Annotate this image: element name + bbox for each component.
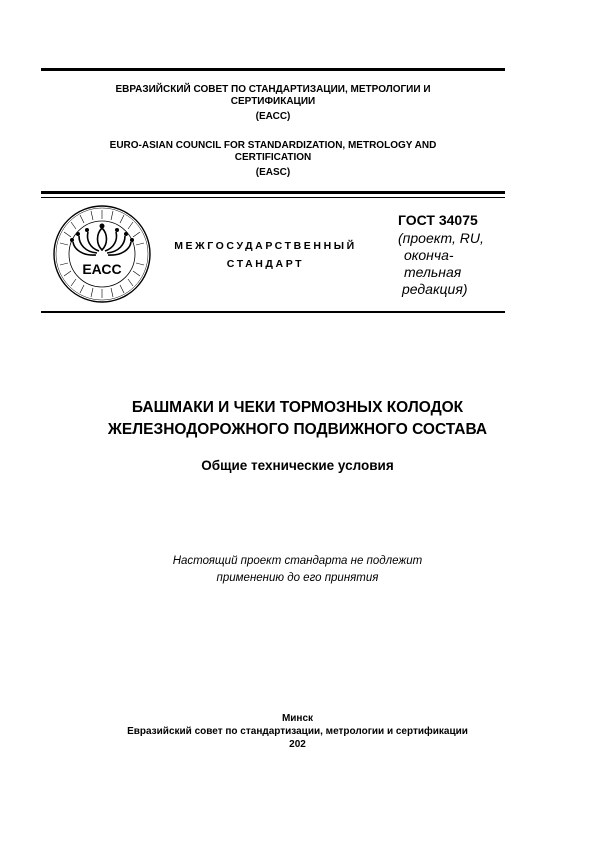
document-title: [41, 397, 554, 441]
edition-line1: (проект, RU,: [398, 230, 484, 246]
title-line2: ЖЕЛЕЗНОДОРОЖНОГО ПОДВИЖНОГО СОСТАВА: [107, 421, 488, 438]
council-header-en: [41, 140, 505, 179]
council-ru-line1: ЕВРАЗИЙСКИЙ СОВЕТ ПО СТАНДАРТИЗАЦИИ, МЕТРОЛОГИИ И: [115, 84, 431, 95]
standard-type-line1: МЕЖГОСУДАРСТВЕННЫЙ: [174, 240, 357, 252]
council-en-line2: CERTIFICATION: [234, 152, 312, 163]
edition-line2: оконча-: [404, 247, 454, 263]
standard-type: [143, 237, 388, 273]
council-en-abbr: (EASC): [255, 167, 291, 178]
header-rule-thin: [41, 197, 505, 198]
easc-logo-text: ЕАСС: [82, 261, 122, 277]
top-rule: [41, 68, 505, 71]
designation-rule: [41, 311, 505, 313]
council-en-line1: EURO-ASIAN COUNCIL FOR STANDARDIZATION, METROLOGY AND: [109, 140, 437, 151]
publisher-block: [41, 712, 554, 751]
publisher-year: 202: [289, 739, 306, 750]
header-rule-thick: [41, 191, 505, 194]
standard-type-line2: СТАНДАРТ: [226, 258, 305, 270]
easc-logo: [52, 204, 152, 304]
edition-line3: тельная: [404, 264, 462, 280]
edition-status: [398, 230, 508, 298]
draft-note-line2: применению до его принятия: [216, 572, 379, 584]
gost-number: ГОСТ 34075: [398, 212, 478, 228]
title-line1: БАШМАКИ И ЧЕКИ ТОРМОЗНЫХ КОЛОДОК: [131, 399, 464, 416]
draft-note: [41, 553, 554, 587]
council-ru-line2: СЕРТИФИКАЦИИ: [230, 96, 316, 107]
easc-seal-icon: [52, 204, 152, 304]
publisher-name: Евразийский совет по стандартизации, метрологии и сертификации: [127, 726, 468, 737]
document-subtitle: Общие технические условия: [201, 458, 394, 473]
council-header-ru: [41, 84, 505, 123]
council-ru-abbr: (ЕАСС): [255, 111, 291, 122]
edition-line4: редакция): [402, 281, 468, 297]
publisher-city: Минск: [281, 713, 314, 724]
draft-note-line1: Настоящий проект стандарта не подлежит: [172, 555, 423, 567]
